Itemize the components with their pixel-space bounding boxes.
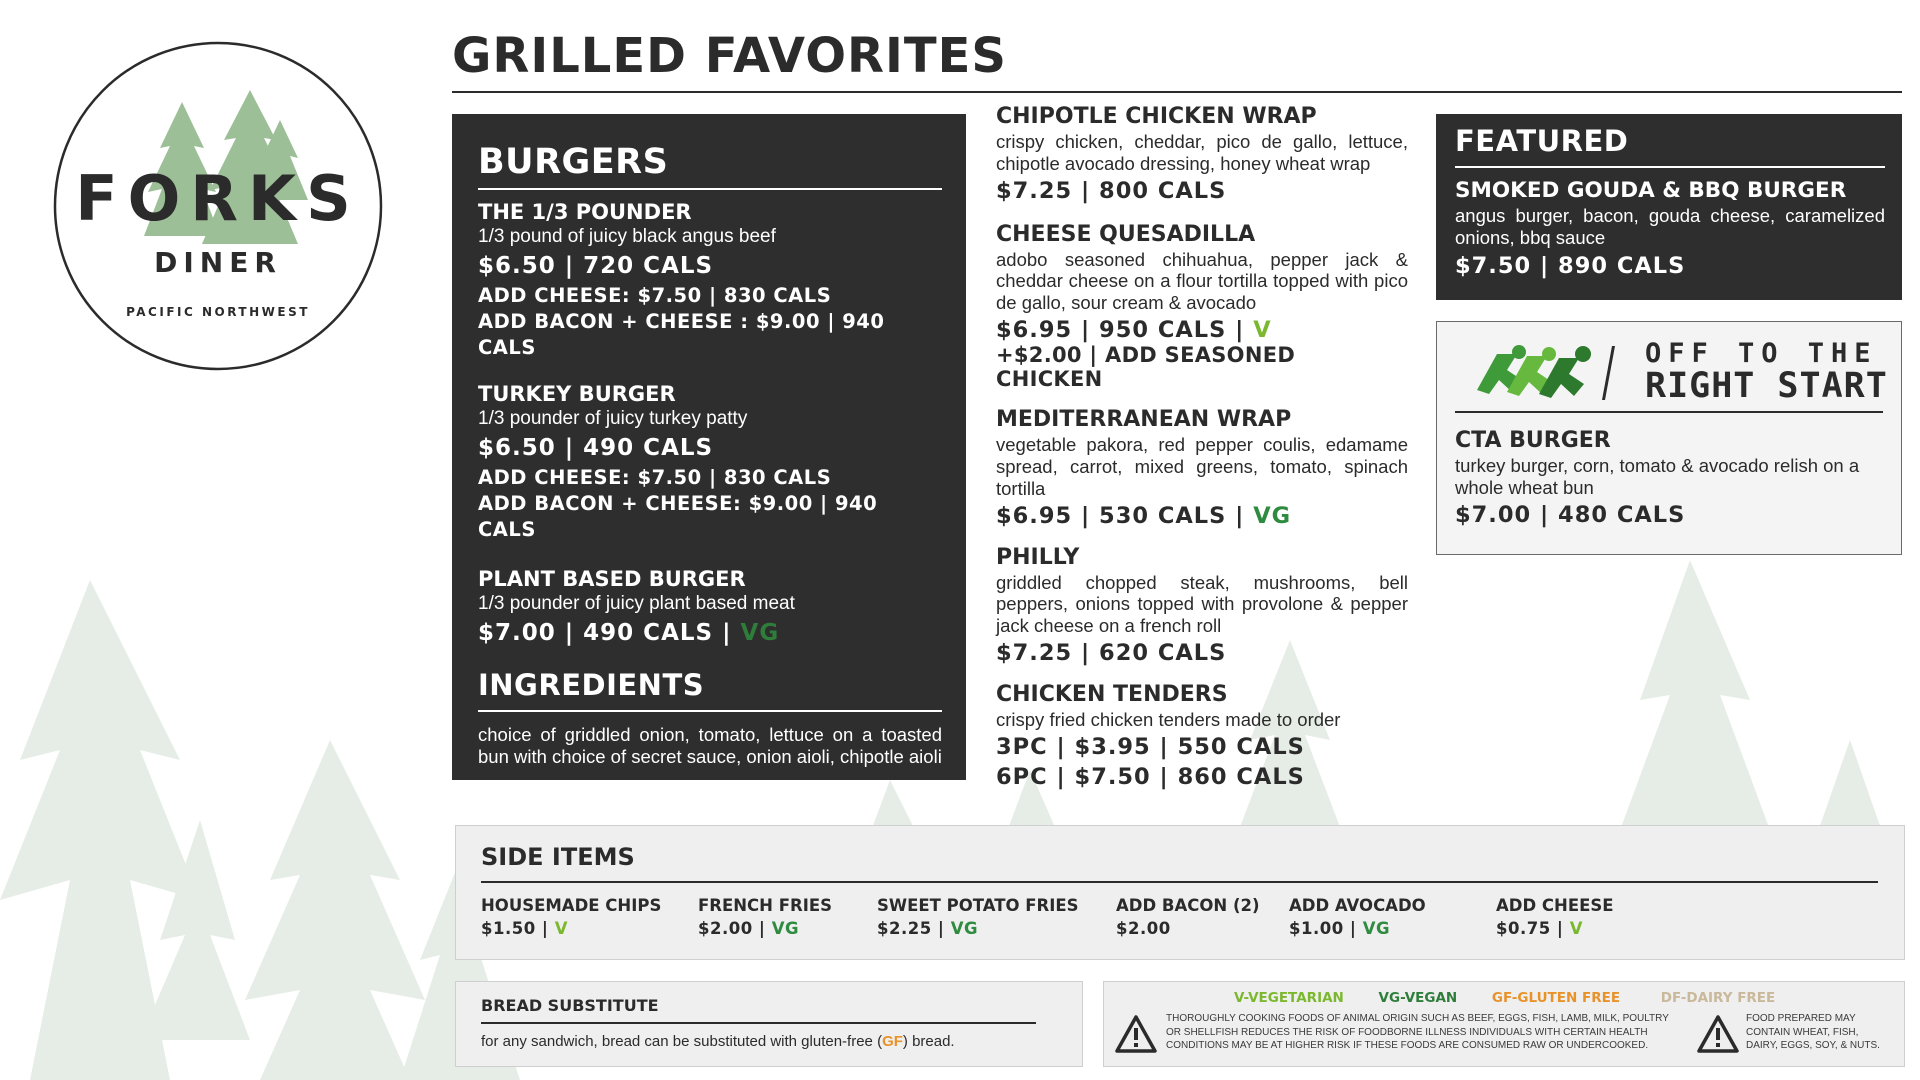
warning-icon [1696,1014,1740,1054]
side-items-panel [455,825,1905,960]
logo-region: PACIFIC NORTHWEST [126,305,310,319]
item-description: angus burger, bacon, gouda cheese, caramelized onions, bbq sauce [1455,205,1885,249]
side-item [481,896,661,938]
dietary-legend [1234,990,1794,1006]
bread-text-start: for any sandwich, bread can be substituted with gluten-free ( [481,1033,883,1050]
side-item-price: $2.00 [1116,919,1171,938]
legend-vegan: VG-VEGAN [1378,990,1458,1006]
menu-item [996,104,1408,204]
bread-heading: BREAD SUBSTITUTE [481,996,659,1015]
item-description: crispy chicken, cheddar, pico de gallo, lettuce, chipotle avocado dressing, honey wheat wrap [996,131,1408,174]
item-name: CHICKEN TENDERS [996,682,1228,708]
side-item [698,896,832,938]
item-description: griddled chopped steak, mushrooms, bell peppers, onions topped with provolone & pepper jack cheese on a french roll [996,571,1408,637]
dietary-legend-panel [1103,981,1905,1067]
ingredients-heading: INGREDIENTS [478,668,705,703]
side-item-name: FRENCH FRIES [698,896,832,915]
burgers-panel [452,114,966,780]
side-item [1116,896,1260,938]
vegetarian-tag: V [554,919,568,938]
cta-panel [1436,321,1902,555]
option-price: $7.50 | 830 CALS [637,283,832,307]
price-text: $6.95 | 950 CALS | [996,317,1245,344]
menu-item [996,682,1408,790]
item-price [996,317,1408,343]
running-figures-icon [1467,340,1617,402]
price-text: $1.50 | [481,919,549,938]
item-name: SMOKED GOUDA & BBQ BURGER [1455,178,1847,203]
bread-text-end: ) bread. [902,1033,955,1050]
side-items-heading: SIDE ITEMS [481,843,635,871]
item-name: PLANT BASED BURGER [478,567,746,592]
title-divider [452,91,1902,93]
side-item-name: HOUSEMADE CHIPS [481,896,662,915]
item-price [478,620,942,646]
ingredients-text: choice of griddled onion, tomato, lettuce on a toasted bun with choice of secret sauce, onion aioli, chipotle aioli [478,724,942,768]
side-item [1289,896,1426,938]
side-item-price [481,919,661,938]
side-item-price [698,919,832,938]
middle-menu-column [996,104,1408,790]
side-item-price [877,919,1079,938]
item-price: $7.25 | 800 CALS [996,177,1227,204]
menu-item [996,222,1408,391]
item-name: TURKEY BURGER [478,381,676,406]
item-description: adobo seasoned chihuahua, pepper jack & cheddar cheese on a flour tortilla topped with pico de gallo, sour cream & avocado [996,248,1408,314]
side-item-name: ADD AVOCADO [1289,896,1426,915]
option-label: ADD CHEESE: [478,283,631,307]
cta-banner-line2: RIGHT START [1645,366,1888,406]
side-item-name: ADD BACON (2) [1116,896,1260,915]
vegetarian-tag: V [1569,919,1583,938]
add-on-option: +$2.00 | ADD SEASONED CHICKEN [996,343,1296,392]
menu-item [996,545,1408,666]
add-bacon-cheese-option [478,491,942,544]
bread-divider [481,1022,1036,1024]
burgers-heading: BURGERS [478,142,669,182]
item-price: $7.00 | 480 CALS [1455,501,1686,528]
menu-item [996,407,1408,528]
burgers-divider [478,188,942,190]
bread-substitute-panel [455,981,1083,1067]
item-price: 3PC | $3.95 | 550 CALS [996,733,1305,760]
add-cheese-option [478,283,942,309]
item-name: THE 1/3 POUNDER [478,200,692,224]
warning-icon [1114,1014,1158,1054]
option-label: ADD BACON + CHEESE: [478,491,742,515]
ingredients-divider [478,710,942,712]
item-name: CHEESE QUESADILLA [996,221,1256,247]
price-text: $6.95 | 530 CALS | [996,502,1245,529]
vegan-tag: VG [1253,502,1292,529]
item-name: PHILLY [996,544,1080,570]
allergen-warning: FOOD PREPARED MAY CONTAIN WHEAT, FISH, DAIRY, EGGS, SOY, & NUTS. [1746,1013,1880,1051]
menu-item [478,200,942,362]
item-price: $6.50 | 720 CALS [478,252,714,279]
price-text: $2.00 | [698,919,766,938]
item-price: $6.50 | 490 CALS [478,434,714,461]
add-bacon-cheese-option [478,309,942,362]
price-text: $1.00 | [1289,919,1357,938]
side-item-price [1289,919,1426,938]
food-safety-warning: THOROUGHLY COOKING FOODS OF ANIMAL ORIGIN SUCH AS BEEF, EGGS, FISH, LAMB, MILK, POULTRY OR SHELLFISH REDUCES THE RISK OF FOODBORNE ILLNESS INDIVIDUALS WITH CERTAIN HEALTH CONDITIONS MAY BE AT HIGHER RISK IF THESE FOODS ARE CONSUMED RAW OR UNDERCOOKED. [1166,1013,1669,1051]
side-item-price [1496,919,1614,938]
cta-banner-line1: OFF TO THE [1645,338,1878,369]
price-text: $2.25 | [877,919,945,938]
page-title: GRILLED FAVORITES [452,28,1007,84]
item-description: 1/3 pounder of juicy turkey patty [478,407,748,429]
item-price: $7.50 | 890 CALS [1455,253,1686,280]
item-name: MEDITERRANEAN WRAP [996,407,1292,433]
vegetarian-tag: V [1253,317,1272,344]
logo-subname: DINER [154,246,282,279]
option-price: $9.00 | 940 CALS [478,491,878,542]
price-text: $0.75 | [1496,919,1564,938]
option-label: ADD BACON + CHEESE : [478,310,749,334]
side-item [877,896,1079,938]
side-items-divider [481,881,1878,883]
price-text: $7.00 | 490 CALS | [478,620,732,647]
item-description: 1/3 pound of juicy black angus beef [478,226,776,247]
featured-panel [1436,114,1902,300]
legend-vegetarian: V-VEGETARIAN [1234,990,1344,1006]
menu-item [478,567,942,646]
legend-gluten-free: GF-GLUTEN FREE [1491,990,1621,1006]
item-price [996,503,1408,529]
item-price-alt: 6PC | $7.50 | 860 CALS [996,763,1305,790]
diner-logo [52,40,384,372]
option-price: $7.50 | 830 CALS [637,465,832,489]
item-name: CHIPOTLE CHICKEN WRAP [996,104,1317,129]
side-item-name: ADD CHEESE [1496,896,1614,915]
vegan-tag: VG [771,919,800,938]
vegan-tag: VG [1362,919,1391,938]
logo-name: FORKS [75,162,361,235]
featured-divider [1455,166,1885,168]
menu-item [478,382,942,544]
item-name: CTA BURGER [1455,428,1611,453]
side-item-name: SWEET POTATO FRIES [877,896,1079,915]
cta-divider [1455,411,1883,413]
vegan-tag: VG [740,620,780,647]
item-price: $7.25 | 620 CALS [996,640,1227,667]
item-description: turkey burger, corn, tomato & avocado relish on a whole wheat bun [1455,455,1860,498]
item-description: vegetable pakora, red pepper coulis, edamame spread, carrot, mixed greens, tomato, spinach tortilla [996,434,1408,499]
bread-text [481,1033,955,1050]
option-price: $9.00 | 940 CALS [478,310,885,360]
add-cheese-option [478,465,942,491]
featured-heading: FEATURED [1455,124,1629,158]
legend-dairy-free: DF-DAIRY FREE [1660,990,1776,1006]
vegan-tag: VG [950,919,979,938]
item-description: 1/3 pounder of juicy plant based meat [478,593,795,615]
side-item [1496,896,1614,938]
option-label: ADD CHEESE: [478,465,631,489]
item-description: crispy fried chicken tenders made to order [996,709,1341,731]
gluten-free-tag: GF [882,1033,903,1050]
